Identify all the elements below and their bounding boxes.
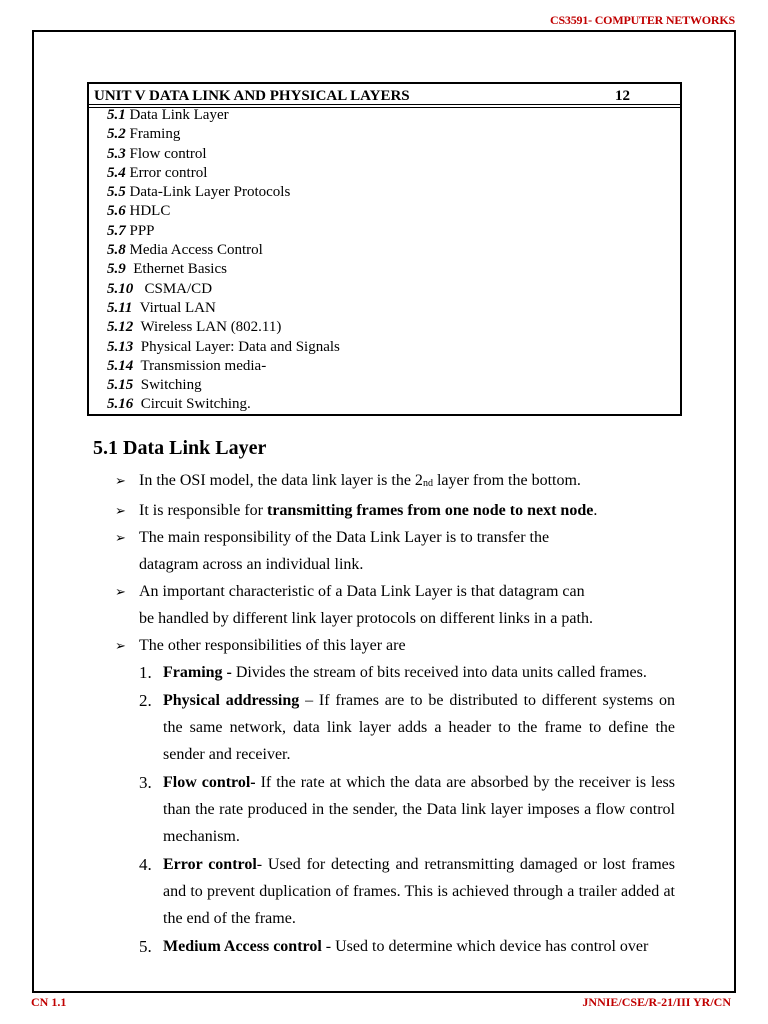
responsibility-term: Error control	[163, 856, 257, 873]
bullet-item	[115, 467, 680, 497]
responsibility-item	[137, 659, 675, 686]
responsibility-text: Divides the stream of bits received into data units called frames.	[231, 664, 647, 681]
topic-number: 5.7	[107, 222, 126, 239]
item-number: 2.	[139, 691, 152, 710]
topic-label: Physical Layer: Data and Signals	[140, 338, 340, 355]
responsibility-text: If the rate at which the data are absorbed by the receiver is less than the rate produced in the sender, the Data link layer imposes a flow control mechanism.	[163, 774, 675, 845]
responsibility-item	[137, 687, 675, 768]
topic-label: Media Access Control	[129, 242, 263, 259]
topic-item	[107, 338, 340, 357]
topic-label: Circuit Switching.	[140, 396, 251, 413]
topic-label: Virtual LAN	[139, 299, 216, 316]
responsibility-term: Physical addressing	[163, 692, 300, 709]
topic-item	[107, 299, 340, 318]
topic-item	[107, 106, 340, 125]
bullet-text: datagram across an individual link.	[139, 556, 364, 573]
topic-number: 5.15	[107, 377, 134, 394]
topic-item	[107, 164, 340, 183]
topic-item	[107, 280, 340, 299]
topic-number: 5.2	[107, 126, 126, 143]
unit-title-row	[94, 88, 677, 105]
topic-list	[107, 106, 340, 415]
responsibility-list	[137, 659, 675, 961]
ordinal-suffix: nd	[422, 478, 433, 489]
topic-number: 5.4	[107, 164, 126, 181]
topic-item	[107, 145, 340, 164]
bullet-text: The main responsibility of the Data Link Layer is to transfer the	[139, 529, 550, 546]
bullet-text: In the OSI model, the data link layer is the 2	[139, 472, 423, 489]
course-header: CS3591- COMPUTER NETWORKS	[549, 13, 735, 27]
responsibility-term: Flow control-	[163, 774, 256, 791]
bullet-item	[115, 632, 680, 659]
topic-item	[107, 318, 340, 337]
responsibility-text: - Used for detecting and retransmitting damaged or lost frames and to prevent duplication of frames. This is achieved through a trailer added at the end of the frame.	[163, 856, 676, 927]
arrow-bullet-icon: ➢	[115, 503, 126, 518]
bullet-item	[115, 497, 680, 524]
arrow-bullet-icon: ➢	[115, 530, 126, 545]
topic-label: Switching	[140, 377, 202, 394]
topic-number: 5.9	[107, 261, 126, 278]
topic-label: Flow control	[129, 145, 207, 162]
topic-item	[107, 376, 340, 395]
unit-title: UNIT V DATA LINK AND PHYSICAL LAYERS	[94, 88, 410, 104]
bullet-list	[115, 467, 680, 659]
bullet-item	[115, 524, 680, 578]
responsibility-term: Medium Access control	[163, 938, 322, 955]
institution-footer: JNNIE/CSE/R-21/III YR/CN	[582, 995, 731, 1009]
bullet-text: The other responsibilities of this layer are	[139, 637, 406, 654]
topic-number: 5.5	[107, 184, 126, 201]
section-heading: 5.1 Data Link Layer	[93, 437, 267, 459]
topic-number: 5.16	[107, 396, 134, 413]
topic-number: 5.10	[107, 280, 134, 297]
responsibility-text: – If frames are to be distributed to different systems on the same network, data link layer adds a header to the frame to define the sender and receiver.	[163, 692, 675, 763]
bullet-item	[115, 578, 680, 632]
responsibility-term: Framing -	[163, 664, 232, 681]
topic-label: Error control	[129, 164, 208, 181]
topic-item	[107, 125, 340, 144]
topic-item	[107, 241, 340, 260]
topic-number: 5.11	[107, 299, 133, 316]
bullet-emphasis: transmitting frames from one node to next node	[266, 502, 594, 519]
responsibility-text: - Used to determine which device has control over	[321, 938, 649, 955]
topic-number: 5.12	[107, 319, 134, 336]
arrow-bullet-icon: ➢	[115, 473, 126, 488]
title-rule	[89, 104, 680, 105]
topic-number: 5.8	[107, 242, 126, 259]
page-number: CN 1.1	[31, 995, 67, 1009]
topic-item	[107, 222, 340, 241]
responsibility-item	[137, 851, 675, 932]
item-number: 5.	[139, 937, 152, 956]
bullet-text: It is responsible for	[139, 502, 267, 519]
arrow-bullet-icon: ➢	[115, 584, 126, 599]
item-number: 3.	[139, 773, 152, 792]
topic-label: Ethernet Basics	[133, 261, 227, 278]
item-number: 1.	[139, 663, 152, 682]
responsibility-item	[137, 769, 675, 850]
bullet-text: be handled by different link layer protocols on different links in a path.	[139, 610, 593, 627]
topic-item	[107, 260, 340, 279]
topic-label: HDLC	[129, 203, 171, 220]
bullet-text: .	[593, 502, 598, 519]
topic-label: Wireless LAN (802.11)	[140, 319, 282, 336]
bullet-text: An important characteristic of a Data Link Layer is that datagram can	[139, 583, 585, 600]
unit-hours: 12	[615, 88, 630, 104]
topic-label: Data Link Layer	[129, 107, 229, 123]
topic-number: 5.14	[107, 357, 134, 374]
topic-label: CSMA/CD	[144, 280, 213, 297]
topic-label: Transmission media-	[140, 357, 267, 374]
topic-number: 5.13	[107, 338, 134, 355]
topic-number: 5.3	[107, 145, 126, 162]
bullet-text: layer from the bottom.	[432, 472, 581, 489]
topic-label: Framing	[129, 126, 181, 143]
responsibility-item	[137, 933, 675, 960]
topic-item	[107, 357, 340, 376]
topic-number: 5.6	[107, 203, 126, 220]
topic-number: 5.1	[107, 107, 126, 123]
item-number: 4.	[139, 855, 152, 874]
topic-label: PPP	[129, 222, 155, 239]
arrow-bullet-icon: ➢	[115, 638, 126, 653]
topic-item	[107, 202, 340, 221]
topic-item	[107, 183, 340, 202]
topic-item	[107, 395, 340, 414]
unit-syllabus-box	[87, 82, 682, 416]
topic-label: Data-Link Layer Protocols	[129, 184, 291, 201]
